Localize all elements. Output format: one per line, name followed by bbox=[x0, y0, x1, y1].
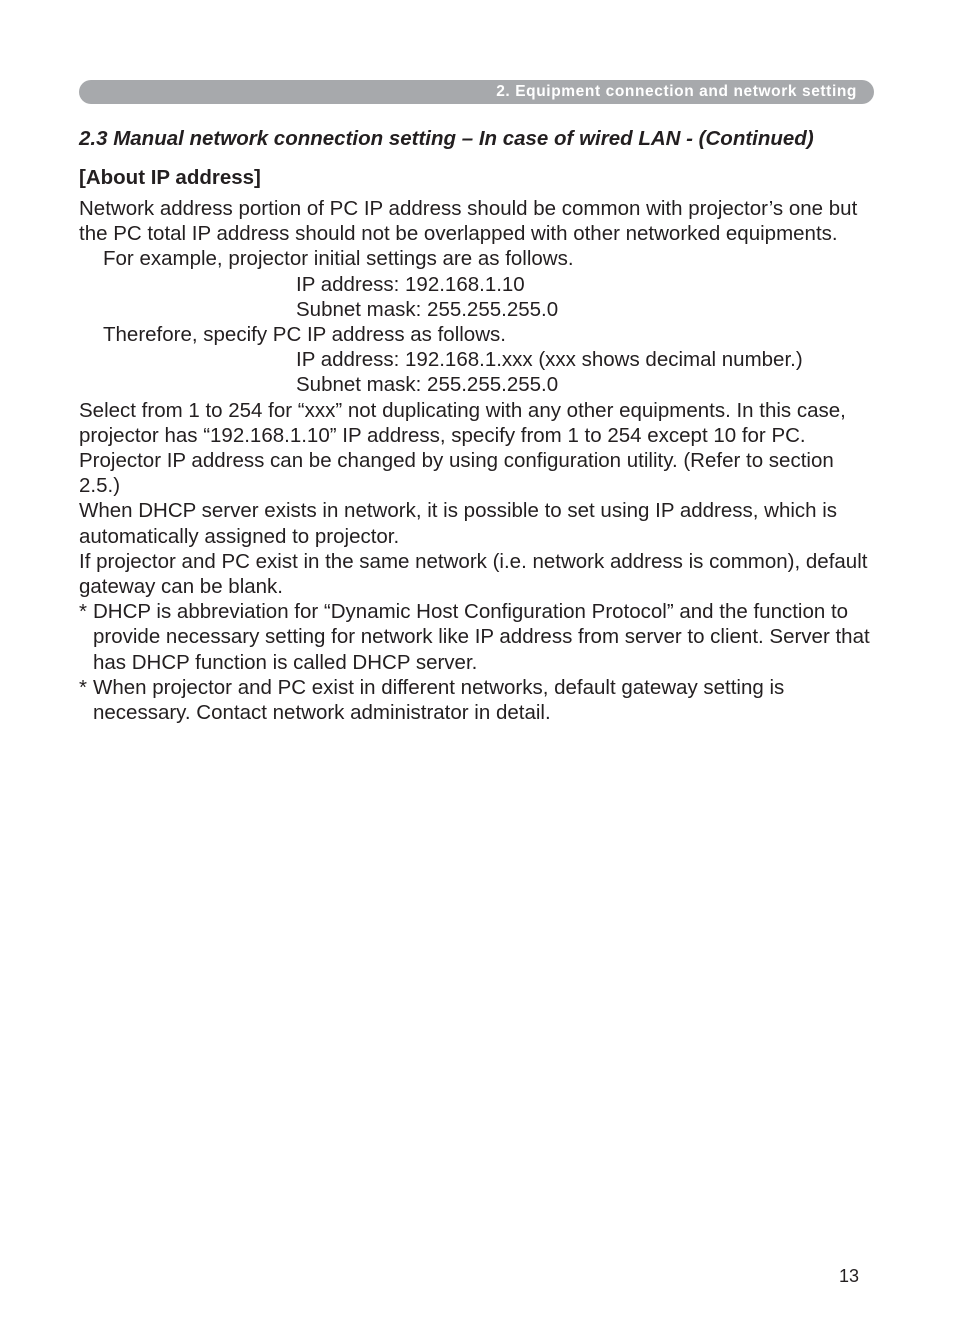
note-marker: * bbox=[79, 600, 87, 624]
pc-ip-address: IP address: 192.168.1.xxx (xxx shows decimal number.) bbox=[296, 348, 803, 372]
chapter-header-bar bbox=[79, 80, 874, 104]
paragraph-dhcp-server: When DHCP server exists in network, it is possible to set using IP address, which is automatically assigned to projector. bbox=[79, 499, 838, 548]
paragraph-intro: Network address portion of PC IP address should be common with projector’s one but the PC total IP address should not be overlapped with other networked equipments. bbox=[79, 197, 858, 246]
example-ip-address: IP address: 192.168.1.10 bbox=[296, 272, 525, 296]
note-default-gateway bbox=[79, 675, 879, 725]
note-dhcp-definition bbox=[79, 599, 879, 675]
subheading-about-ip: [About IP address] bbox=[79, 166, 261, 189]
pc-subnet-mask: Subnet mask: 255.255.255.0 bbox=[296, 373, 559, 397]
example-subnet-mask: Subnet mask: 255.255.255.0 bbox=[296, 297, 559, 321]
paragraph-example-intro: For example, projector initial settings are as follows. bbox=[103, 247, 574, 271]
note-text: When projector and PC exist in different networks, default gateway setting is necessary. Contact network administrator in detail. bbox=[93, 675, 785, 725]
page-number: 13 bbox=[839, 1266, 860, 1286]
paragraph-config-utility: Projector IP address can be changed by using configuration utility. (Refer to section 2.5.) bbox=[79, 449, 834, 498]
note-marker: * bbox=[79, 675, 87, 699]
paragraph-therefore-intro: Therefore, specify PC IP address as follows. bbox=[103, 323, 506, 347]
note-text: DHCP is abbreviation for “Dynamic Host Configuration Protocol” and the function to provide necessary setting for network like IP address from server to client. Server that has DHCP function is called DHCP server. bbox=[93, 600, 870, 674]
chapter-label: 2. Equipment connection and network setting bbox=[496, 83, 857, 100]
body-content bbox=[79, 196, 879, 725]
section-title: 2.3 Manual network connection setting – In case of wired LAN - (Continued) bbox=[79, 127, 814, 150]
paragraph-gateway-blank: If projector and PC exist in the same network (i.e. network address is common), default gateway can be blank. bbox=[79, 549, 868, 599]
paragraph-select-range: Select from 1 to 254 for “xxx” not duplicating with any other equipments. In this case, projector has “192.168.1.10” IP address, specify from 1 to 254 except 10 for PC. bbox=[79, 398, 846, 447]
